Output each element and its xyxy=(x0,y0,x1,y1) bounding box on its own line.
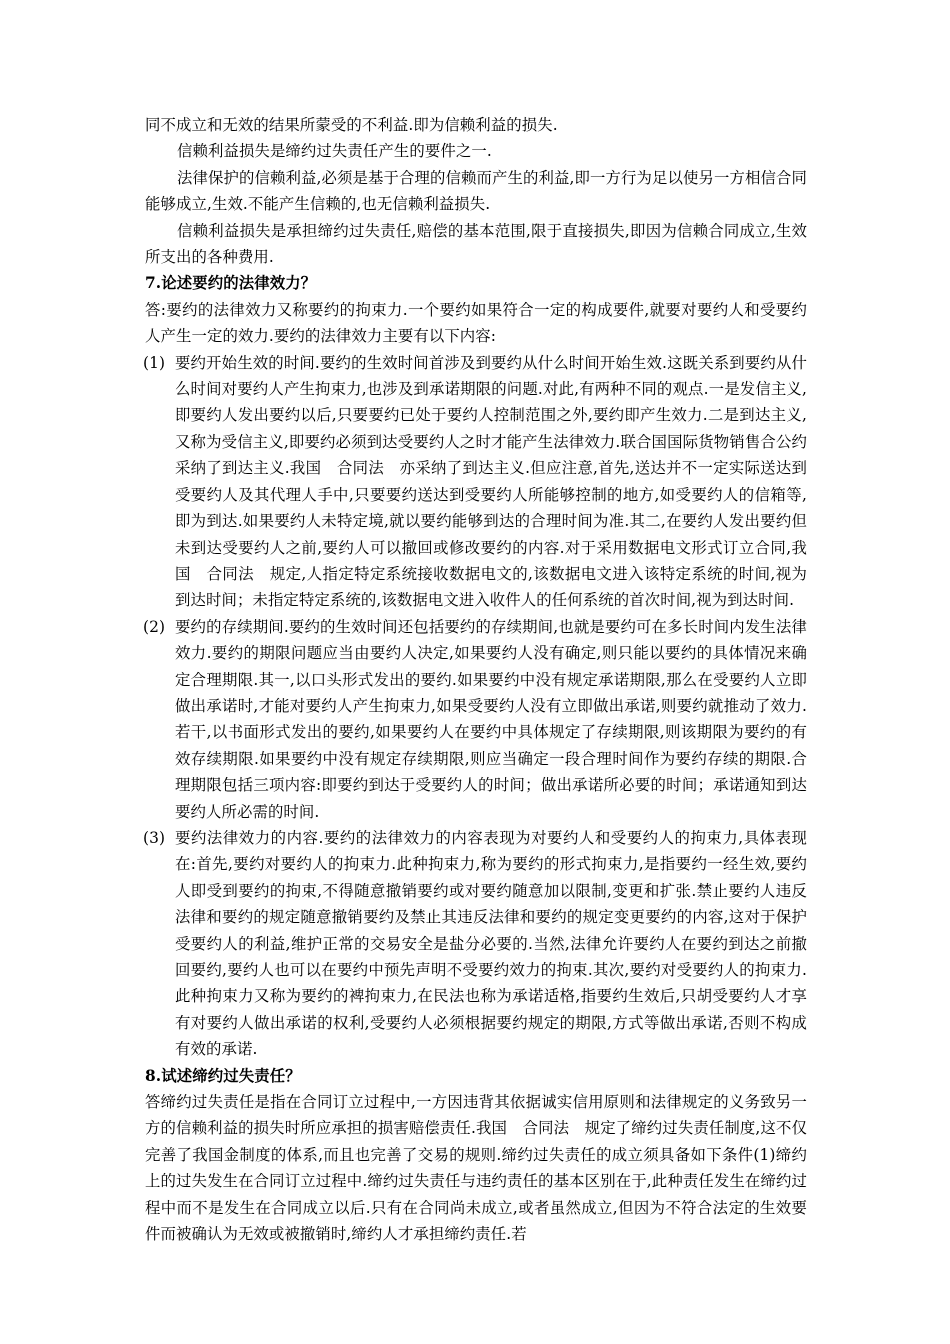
list-item xyxy=(143,350,823,614)
list-item-text: 要约开始生效的时间.要约的生效时间首涉及到要约从什么时间开始生效.这既关系到要约从什么时间对要约人产生拘束力,也涉及到承诺期限的问题.对此,有两种不同的观点.一是发信主义,即要约人发出要约以后,只要要约已处于要约人控制范围之外,要约即产生效力.二是到达主义,又称为受信主义,即要约必须到达受要约人之时才能产生法律效力.联合国国际货物销售合公约 采纳了到达主义.我国 合同法 亦采纳了到达主义.但应注意,首先,送达并不一定实际送达到受要约人及其代理人手中,只要要约送达到受要约人所能够控制的地方,如受要约人的信箱等,即为到达.如果要约人未特定境,就以要约能够到达的合理时间为准.其二,在要约人发出要约但未到达受要约人之前,要约人可以撤回或修改要约的内容.对于采用数据电文形式订立合同,我国 合同法 规定,人指定特定系统接收数据电文的,该数据电文进入该特定系统的时间,视为到达时间；未指定特定系统的,该数据电文进入收件人的任何系统的首次时间,视为到达时间. xyxy=(175,353,823,610)
paragraph: 信赖利益损失是缔约过失责任产生的要件之一. xyxy=(177,142,492,161)
list-item xyxy=(145,825,807,1063)
section-7-intro: 答:要约的法律效力又称要约的拘束力.一个要约如果符合一定的构成要件,就要对要约人和受要约人产生一定的效力.要约的法律效力主要有以下内容: xyxy=(145,300,807,346)
list-item-number: (1) xyxy=(143,353,166,372)
list-item-number: (2) xyxy=(143,617,166,636)
section-8-body: 答缔约过失责任是指在合同订立过程中,一方因违背其依据诚实信用原则和法律规定的义务致另一方的信赖利益的损失时所应承担的损害赔偿责任.我国 合同法 规定了缔约过失责任制度,这不仅完善了我国金制度的体系,而且也完善了交易的规则.缔约过失责任的成立须具备如下条件(1)缔约上的过失发生在合同订立过程中.缔约过失责任与违约责任的基本区别在于,此种责任发生在缔约过程中而不是发生在合同成立以后.只有在合同尚未成立,或者虽然成立,但因为不符合法定的生效要件而被确认为无效或被撤销时,缔约人才承担缔约责任.若 xyxy=(145,1093,807,1244)
paragraph: 法律保护的信赖利益,必须是基于合理的信赖而产生的利益,即一方行为足以使另一方相信合同能够成立,生效.不能产生信赖的,也无信赖利益损失. xyxy=(145,168,807,214)
paragraph: 信赖利益损失是承担缔约过失责任,赔偿的基本范围,限于直接损失,即因为信赖合同成立,生效所支出的各种费用. xyxy=(145,221,807,267)
list-item-text: 要约法律效力的内容.要约的法律效力的内容表现为对要约人和受要约人的拘束力,具体表现在:首先,要约对要约人的拘束力.此种拘束力,称为要约的形式拘束力,是指要约一经生效,要约人即受到要约的拘束,不得随意撤销要约或对要约随意加以限制,变更和扩张.禁止要约人违反法律和要约的规定随意撤销要约及禁止其违反法律和要约的规定变更要约的内容,这对于保护受要约人的利益,维护正常的交易安全是盐分必要的.当然,法律允许要约人在要约到达之前撤回要约,要约人也可以在要约中预先声明不受要约效力的拘束.其次,要约对受要约人的拘束力.此种拘束力又称为要约的裨拘束力,在民法也称为承诺适格,指要约生效后,只胡受要约人才享有对要约人做出承诺的权利,受要约人必须根据要约规定的期限,方式等做出承诺,否则不构成有效的承诺. xyxy=(175,828,807,1059)
paragraph: 同不成立和无效的结果所蒙受的不利益.即为信赖利益的损失. xyxy=(145,116,558,134)
section-heading-7: 7.论述要约的法律效力？ xyxy=(145,274,317,293)
list-item-number: (3) xyxy=(143,828,166,847)
document-page xyxy=(143,112,823,1247)
list-item-text: 要约的存续期间.要约的生效时间还包括要约的存续期间,也就是要约可在多长时间内发生法律效力.要约的期限问题应当由要约人决定,如果要约人没有确定,则只能以要约的具体情况来确定合理期限.其一,以口头形式发出的要约.如果要约中没有规定承诺期限,那么在受要约人立即做出承诺时,才能对要约人产生拘束力,如果受要约人没有立即做出承诺,则要约就推动了效力.若干,以书面形式发出的要约,如果要约人在要约中具体规定了存续期限,则该期限为要约的有效存续期限.如果要约中没有规定存续期限,则应当确定一段合理时间作为要约存续的期限.合理期限包括三项内容:即要约到达于受要约人的时间；做出承诺所必要的时间；承诺通知到达要约人所必需的时间. xyxy=(175,617,807,821)
list-item xyxy=(145,614,807,825)
section-heading-8: 8.试述缔约过失责任？ xyxy=(145,1066,301,1085)
